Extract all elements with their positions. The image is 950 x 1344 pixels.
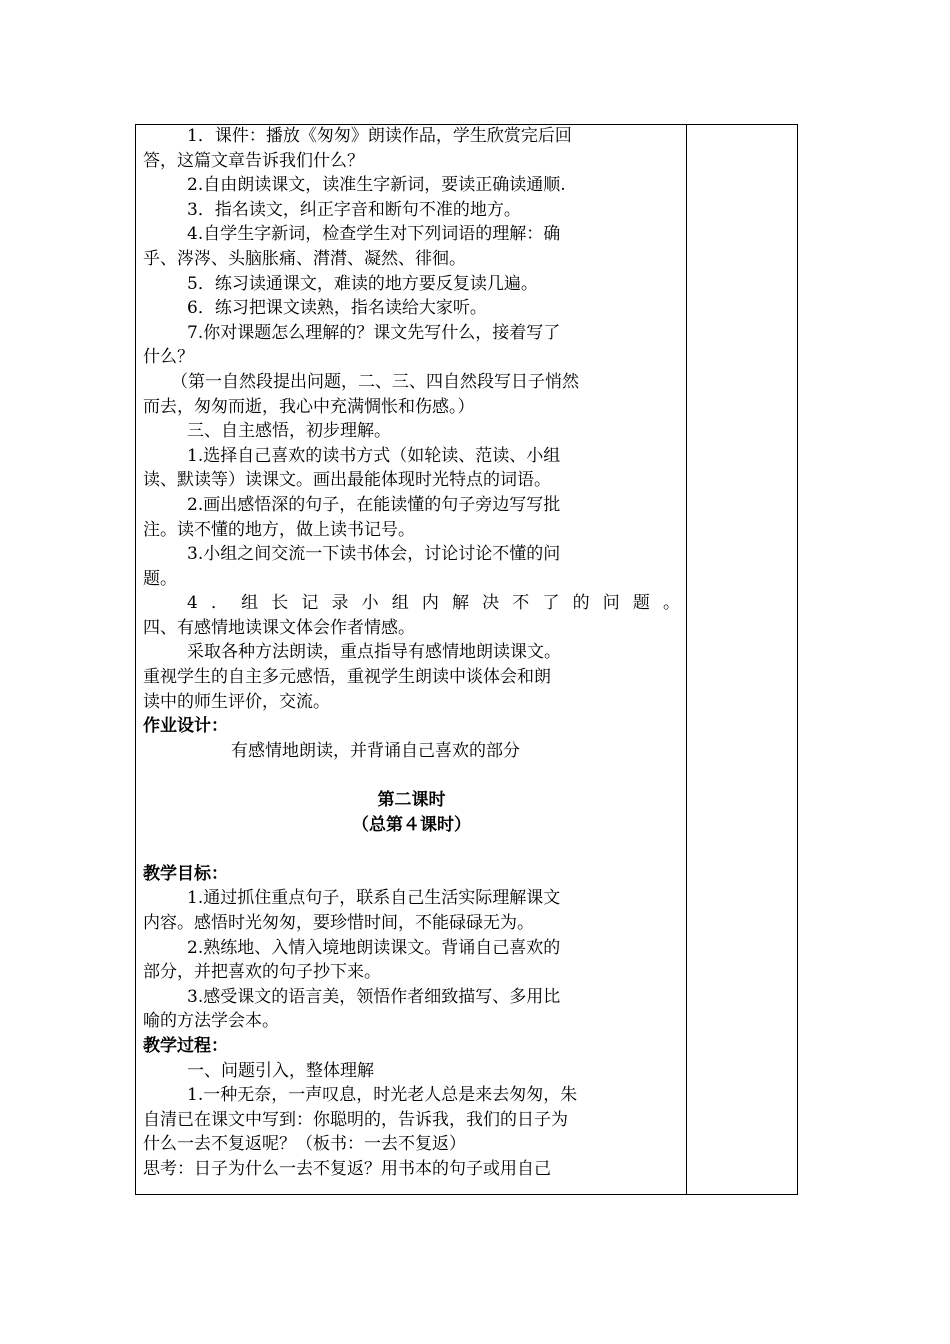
lesson-plan-content — [143, 124, 680, 1182]
text-line: 5．练习读通课文，难读的地方要反复读几遍。 — [187, 273, 538, 294]
text-line: 什么？ — [143, 347, 194, 368]
text-line: 思考：日子为什么一去不复返？用书本的句子或用自己 — [143, 1158, 551, 1179]
text-line: 3．指名读文，纠正字音和断句不准的地方。 — [187, 199, 521, 220]
lesson-title: 第二课时 — [377, 790, 446, 811]
text-line: 读、默读等）读课文。画出最能体现时光特点的词语。 — [143, 470, 551, 491]
text-line: 乎、涔涔、头脑胀痛、潸潸、凝然、徘徊。 — [143, 248, 466, 269]
table-column-divider — [686, 124, 687, 1195]
text-line: 1．课件：播放《匆匆》朗读作品，学生欣赏完后回 — [187, 126, 572, 146]
text-line: 4.自学生字新词，检查学生对下列词语的理解：确 — [187, 224, 561, 245]
text-line: 自清已在课文中写到：你聪明的，告诉我，我们的日子为 — [143, 1109, 568, 1130]
text-line: 2.熟练地、入情入境地朗读课文。背诵自己喜欢的 — [187, 937, 561, 958]
homework-heading: 作业设计： — [143, 716, 228, 737]
text-line: 部分，并把喜欢的句子抄下来。 — [143, 962, 381, 983]
text-line: 3.感受课文的语言美，领悟作者细致描写、多用比 — [187, 986, 561, 1007]
section-heading: 一、问题引入，整体理解 — [187, 1060, 374, 1081]
text-line: 题。 — [143, 568, 177, 589]
text-line: 3.小组之间交流一下读书体会，讨论讨论不懂的问 — [187, 544, 561, 565]
section-heading: 四、有感情地读课文体会作者情感。 — [143, 617, 415, 638]
text-line: 1.一种无奈，一声叹息，时光老人总是来去匆匆，朱 — [187, 1085, 578, 1106]
text-line: 什么一去不复返呢？（板书：一去不复返） — [143, 1134, 466, 1155]
section-heading: 三、自主感悟，初步理解。 — [187, 421, 391, 442]
text-line: 内容。感悟时光匆匆，要珍惜时间，不能碌碌无为。 — [143, 913, 534, 933]
goals-heading: 教学目标： — [143, 863, 228, 884]
text-line: 6．练习把课文读熟，指名读给大家听。 — [187, 298, 487, 319]
text-line: 重视学生的自主多元感悟，重视学生朗读中谈体会和朗 — [143, 667, 551, 688]
text-line: 注。读不懂的地方，做上读书记号。 — [143, 519, 415, 540]
lesson-subtitle: （总第４课时） — [352, 814, 471, 835]
text-line: 读中的师生评价，交流。 — [143, 691, 330, 712]
homework-text: 有感情地朗读，并背诵自己喜欢的部分 — [231, 740, 520, 761]
text-line: 答，这篇文章告诉我们什么？ — [143, 150, 364, 171]
text-line: （第一自然段提出问题，二、三、四自然段写日子悄然 — [171, 371, 579, 392]
text-line: 采取各种方法朗读，重点指导有感情地朗读课文。 — [187, 642, 561, 663]
text-line: 1.通过抓住重点句子，联系自己生活实际理解课文 — [187, 888, 561, 909]
text-line: 4．组长记录小组内解决不了的问题。 — [187, 593, 680, 614]
text-line: 7.你对课题怎么理解的？课文先写什么，接着写了 — [187, 322, 561, 343]
text-line: 而去，匆匆而逝，我心中充满惆怅和伤感。） — [143, 396, 475, 417]
text-line: 2.自由朗读课文，读准生字新词，要读正确读通顺. — [187, 175, 566, 196]
text-line: 喻的方法学会本。 — [143, 1011, 279, 1032]
text-line: 2.画出感悟深的句子，在能读懂的句子旁边写写批 — [187, 494, 561, 515]
process-heading: 教学过程： — [143, 1035, 228, 1056]
text-line: 1.选择自己喜欢的读书方式（如轮读、范读、小组 — [187, 445, 561, 466]
